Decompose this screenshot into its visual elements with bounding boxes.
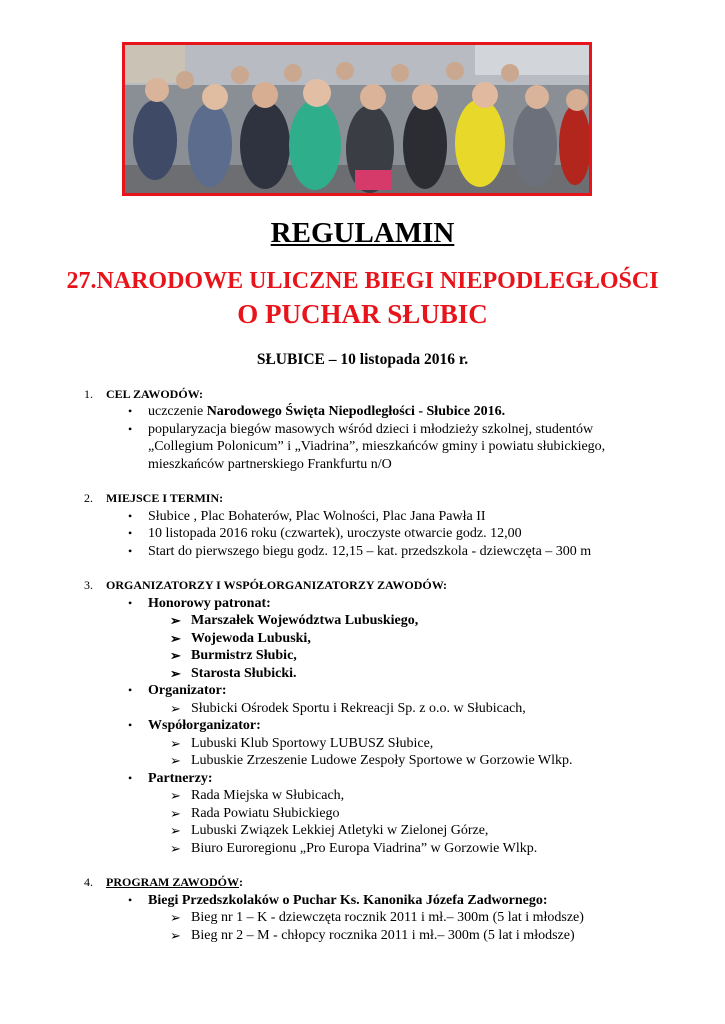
list-item: ➢ Bieg nr 1 – K - dziewczęta rocznik 2011 i mł.– 300m (5 lat i młodsze): [170, 910, 584, 925]
arrow-bullet-icon: ➢: [170, 665, 181, 681]
document-title: REGULAMIN: [270, 217, 455, 249]
arrow-bullet-icon: ➢: [170, 753, 181, 768]
list-item: [128, 595, 684, 683]
section-number: 4.: [84, 875, 93, 889]
arrow-bullet-icon: ➢: [170, 630, 181, 646]
arrow-bullet-icon: ➢: [170, 735, 181, 751]
list-item: ➢ Rada Powiatu Słubickiego: [170, 805, 340, 821]
arrow-bullet-icon: ➢: [170, 700, 181, 716]
list-item: [128, 717, 684, 770]
section-number: 1.: [84, 386, 93, 401]
list-item: • popularyzacja biegów masowych wśród dzieci i młodzieży szkolnej, studentów „Collegium Polonicum” i „Viadrina”, mieszkańców gminy i powiatu słubickiego, mieszkańców partnerskiego Frankfurtu n/O: [128, 421, 684, 474]
arrow-bullet-icon: ➢: [170, 788, 181, 803]
program-list: [84, 892, 684, 945]
list-item: [128, 770, 684, 858]
goals-list: [84, 403, 684, 473]
group-label: Współorganizator:: [148, 718, 261, 733]
arrow-bullet-icon: ➢: [170, 927, 181, 943]
group-label: Honorowy patronat:: [148, 595, 271, 611]
event-name-line1: 27.NARODOWE ULICZNE BIEGI NIEPODLEGŁOŚCI: [66, 268, 659, 294]
group-label: Partnerzy:: [148, 770, 213, 786]
group-label: Organizator:: [148, 683, 227, 698]
section-place-date: [84, 491, 684, 561]
section-number: 3.: [84, 578, 93, 592]
arrow-bullet-icon: ➢: [170, 823, 181, 838]
list-item: ➢ Rada Miejska w Słubicach,: [170, 788, 345, 803]
arrow-bullet-icon: ➢: [170, 910, 181, 925]
event-name-line2: O PUCHAR SŁUBIC: [237, 299, 488, 329]
event-date: SŁUBICE – 10 listopada 2016 r.: [256, 351, 469, 368]
arrow-bullet-icon: ➢: [170, 613, 181, 628]
arrow-bullet-icon: ➢: [170, 840, 181, 856]
section-number: 2.: [84, 491, 93, 505]
list-item: ➢ Lubuskie Zrzeszenie Ludowe Zespoły Sportowe w Gorzowie Wlkp.: [170, 753, 573, 768]
list-item: • 10 listopada 2016 roku (czwartek), uroczyste otwarcie godz. 12,00: [128, 525, 684, 543]
list-item: ➢ Starosta Słubicki.: [170, 665, 297, 681]
list-item: ➢ Marszałek Województwa Lubuskiego,: [170, 613, 419, 628]
section-program: 4. PROGRAM ZAWODÓW : • Biegi Przedszkolaków o Puchar Ks. Kanonika Józefa Zadwornego: ➢ Bieg nr 1 – K - dziewczęta rocznik 2011 i mł.– 300m (5 lat i młodsze) ➢ Bieg nr 2 – M - chłopcy rocznika 2011 i mł.– 300m (5 lat i młodsze): [84, 875, 684, 945]
list-item: ➢ Słubicki Ośrodek Sportu i Rekreacji Sp. z o.o. w Słubicach,: [170, 700, 526, 716]
section-heading: MIEJSCE I TERMIN:: [106, 491, 224, 505]
list-item: ➢ Lubuski Związek Lekkiej Atletyki w Zielonej Górze,: [170, 823, 489, 838]
regulations-content: [84, 386, 684, 944]
running-children-photo-icon: [125, 45, 589, 193]
section-heading: ORGANIZATORZY I WSPÓŁORGANIZATORZY ZAWODÓW:: [106, 578, 448, 592]
list-item: • Słubice , Plac Bohaterów, Plac Wolności, Plac Jana Pawła II: [128, 508, 684, 526]
header-photo: [122, 42, 592, 196]
list-item: ➢ Lubuski Klub Sportowy LUBUSZ Słubice,: [170, 735, 434, 751]
group-label: Biegi Przedszkolaków o Puchar Ks. Kanonika Józefa Zadwornego:: [148, 892, 548, 908]
organizers-list: [84, 595, 684, 858]
list-item: [128, 682, 684, 717]
list-item: • Start do pierwszego biegu godz. 12,15 – kat. przedszkola - dziewczęta – 300 m: [128, 543, 684, 561]
list-item: ➢ Bieg nr 2 – M - chłopcy rocznika 2011 i mł.– 300m (5 lat i młodsze): [170, 927, 575, 943]
list-item: ➢ Wojewoda Lubuski,: [170, 630, 311, 646]
list-item: [128, 892, 684, 945]
list-item: • uczczenie Narodowego Święta Niepodległości - Słubice 2016.: [128, 403, 684, 421]
arrow-bullet-icon: ➢: [170, 805, 181, 821]
list-item: ➢ Burmistrz Słubic,: [170, 648, 297, 663]
place-date-list: [84, 508, 684, 561]
section-goals: [84, 386, 684, 473]
list-item: ➢ Biuro Euroregionu „Pro Europa Viadrina” w Gorzowie Wlkp.: [170, 840, 538, 856]
arrow-bullet-icon: ➢: [170, 648, 181, 663]
section-heading: CEL ZAWODÓW:: [106, 386, 204, 401]
section-organizers: [84, 578, 684, 858]
section-heading: PROGRAM ZAWODÓW: [106, 875, 239, 889]
